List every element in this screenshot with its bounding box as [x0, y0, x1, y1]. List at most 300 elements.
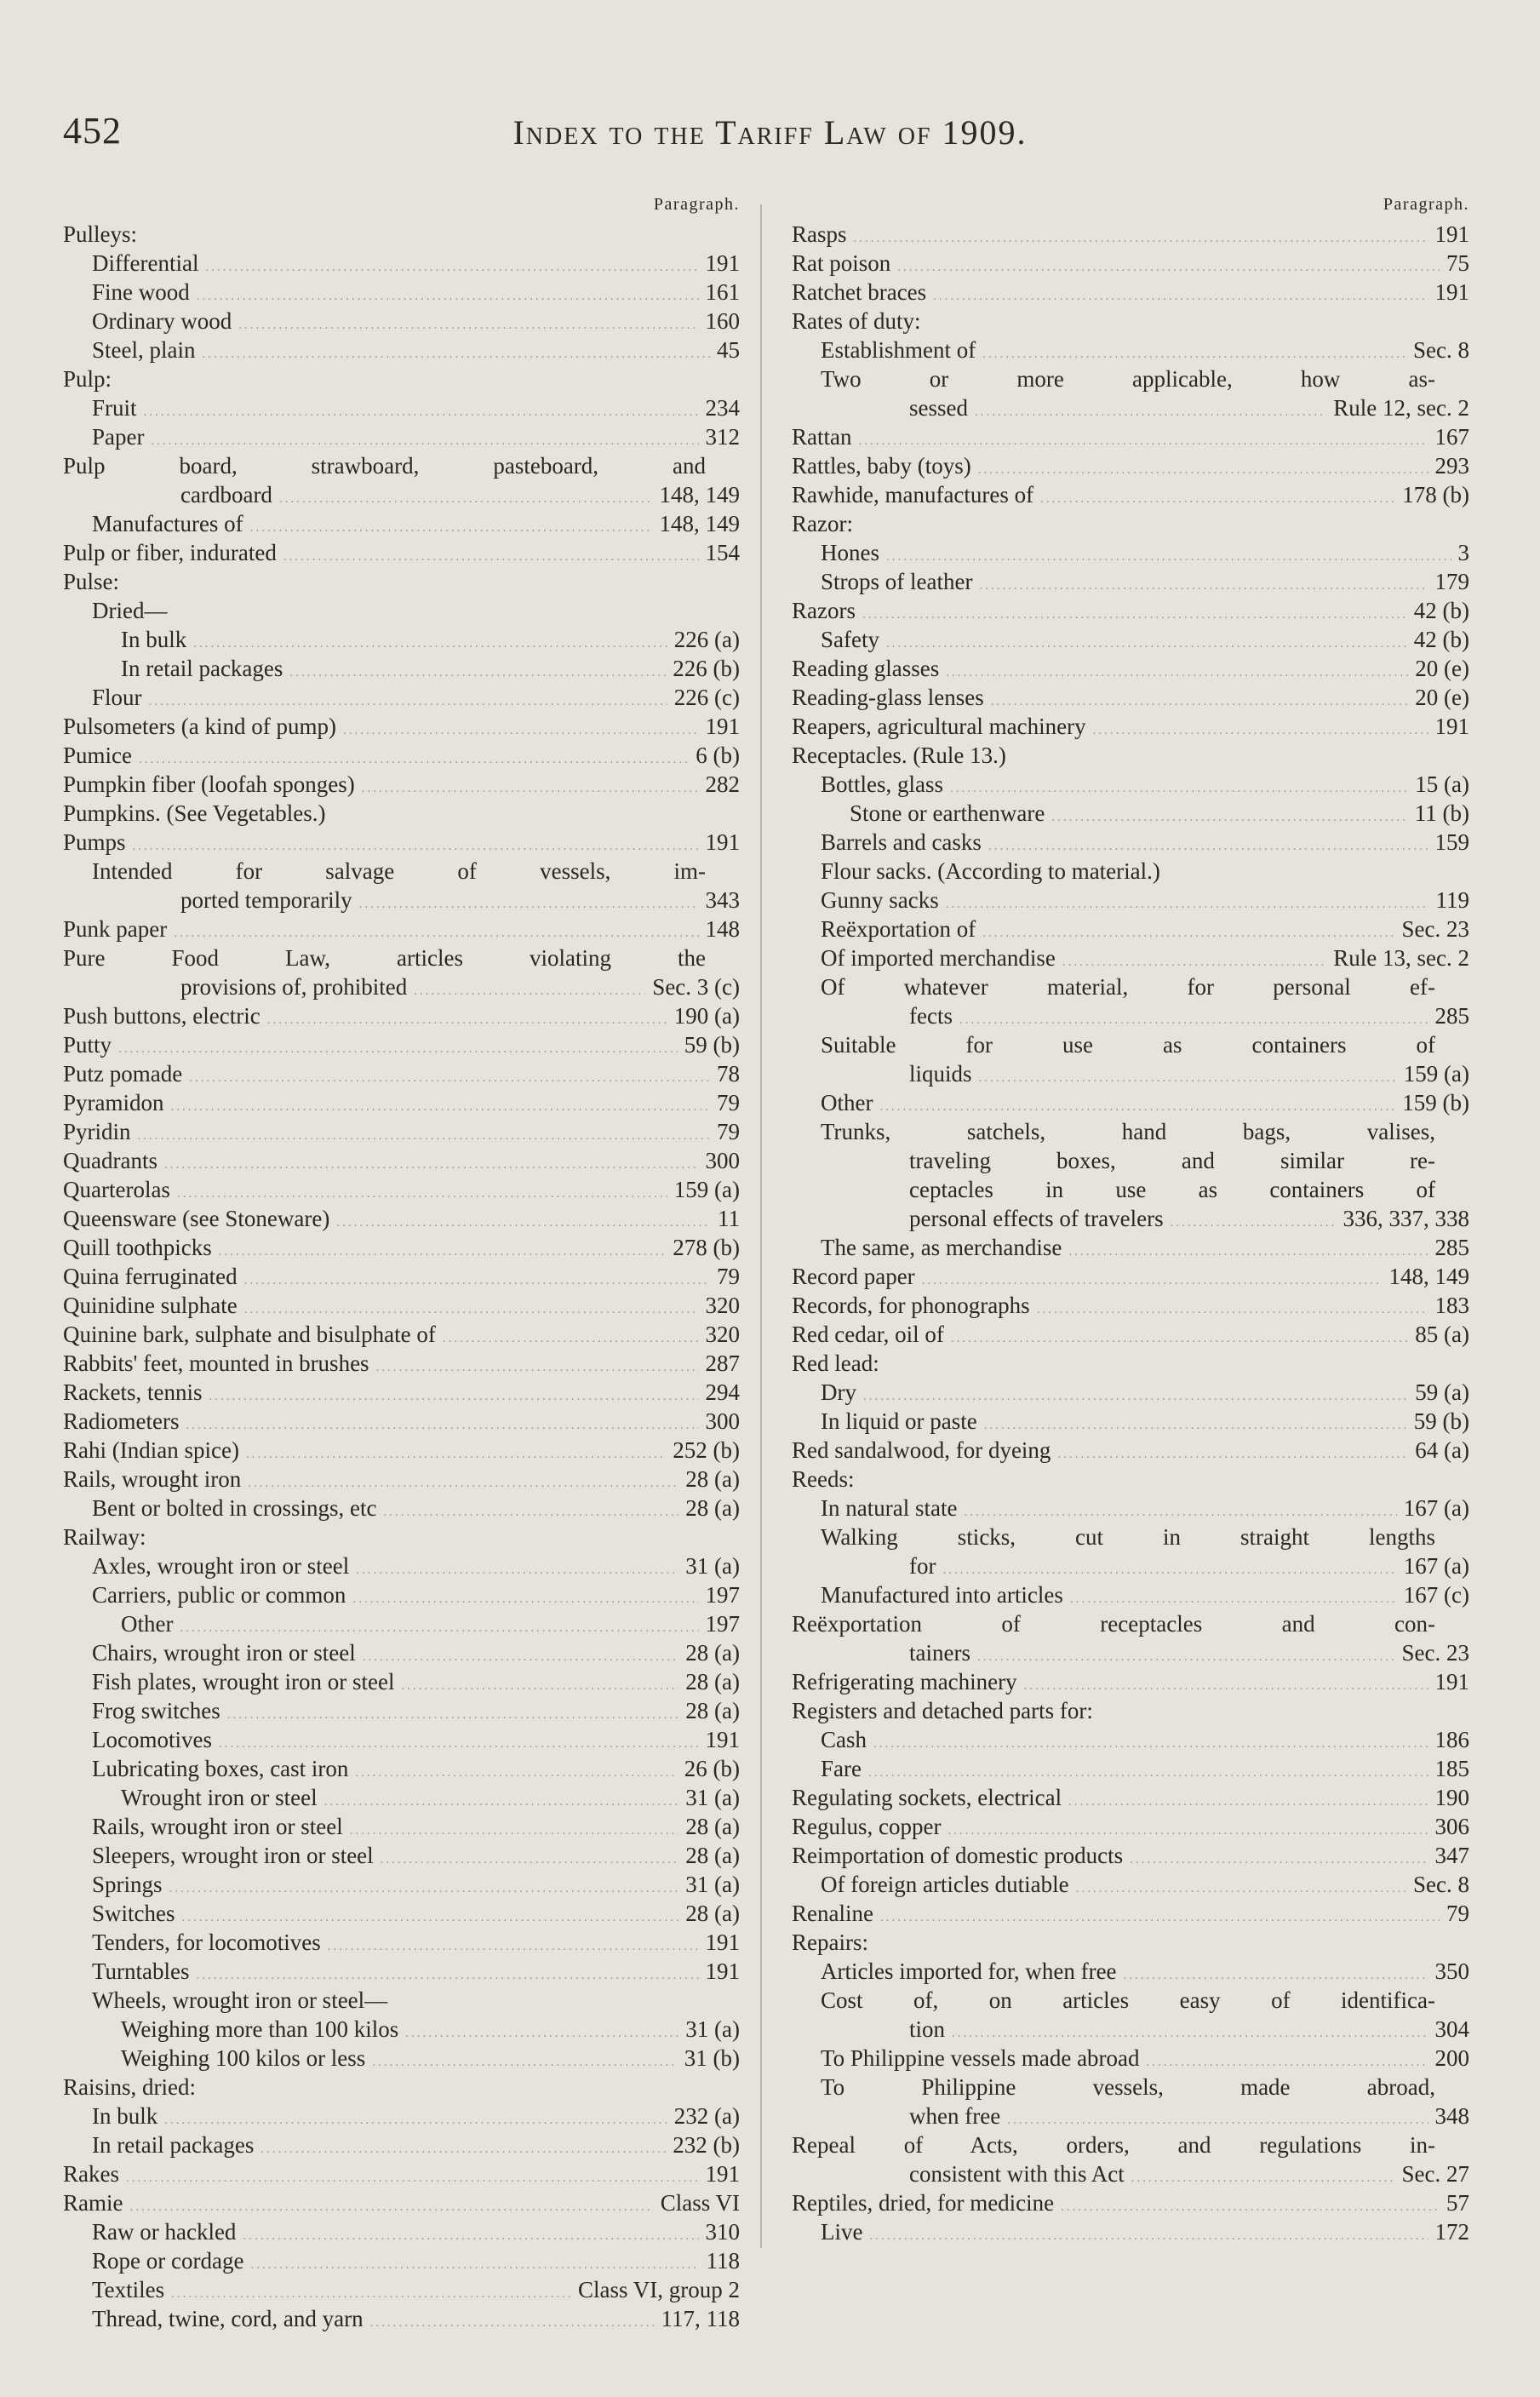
entry-term: The same, as merchandise [821, 1235, 1062, 1260]
dot-leader [244, 1266, 710, 1295]
index-entry [792, 1725, 1469, 1754]
entry-reference: 191 [1434, 1669, 1469, 1695]
index-entry [792, 886, 1469, 915]
entry-reference: 75 [1446, 250, 1469, 276]
index-entry [63, 654, 740, 683]
entry-reference: Rule 12, sec. 2 [1333, 395, 1469, 421]
entry-term: In bulk [121, 627, 187, 652]
index-entry [792, 1551, 1469, 1580]
index-entry [63, 1580, 740, 1609]
index-entry [792, 278, 1469, 307]
entry-reference: 119 [1435, 887, 1469, 913]
entry-term: Record paper [792, 1264, 915, 1289]
dot-leader [977, 1643, 1395, 1672]
entry-term: fects [909, 1003, 953, 1029]
entry-reference: 160 [705, 308, 740, 334]
dot-leader [1171, 1208, 1337, 1237]
dot-leader [359, 890, 699, 919]
entry-reference: 226 (b) [673, 656, 740, 681]
entry-term: Quill toothpicks [63, 1235, 212, 1260]
index-entry [792, 220, 1469, 249]
index-entry [63, 1638, 740, 1667]
index-entry [792, 1870, 1469, 1899]
dot-leader [1076, 1874, 1406, 1903]
entry-term: Red sandalwood, for dyeing [792, 1437, 1051, 1463]
index-entry [792, 1117, 1469, 1146]
entry-term: Cash [821, 1727, 867, 1752]
entry-reference: 172 [1434, 2219, 1469, 2245]
dot-leader [362, 774, 699, 803]
dot-leader [164, 1150, 699, 1179]
entry-term: Reading-glass lenses [792, 685, 984, 710]
entry-term: Pumice [63, 743, 132, 768]
page-number: 452 [63, 110, 122, 152]
entry-term: Quadrants [63, 1148, 157, 1173]
index-entry [63, 886, 740, 915]
entry-term: when free [909, 2103, 1001, 2129]
dot-leader [144, 398, 699, 427]
index-entry [792, 915, 1469, 943]
index-entry [63, 2073, 740, 2102]
dot-leader [1130, 1845, 1428, 1874]
dot-leader [886, 629, 1407, 658]
entry-term: Flour sacks. (According to material.) [821, 858, 1160, 884]
entry-term: Steel, plain [92, 337, 196, 363]
entry-term: Bent or bolted in crossings, etc [92, 1495, 377, 1521]
entry-reference: 57 [1446, 2190, 1469, 2216]
index-entry [63, 1812, 740, 1841]
entry-term: Two or more applicable, how as- [821, 366, 1435, 392]
entry-reference: 191 [1434, 221, 1469, 247]
entry-term: In bulk [92, 2103, 158, 2129]
dot-leader [1051, 803, 1407, 832]
dot-leader [873, 1729, 1428, 1758]
entry-term: Pumpkin fiber (loofah sponges) [63, 771, 355, 797]
dot-leader [381, 1845, 679, 1874]
dot-leader [355, 1758, 677, 1787]
index-entry [63, 625, 740, 654]
entry-term: Raw or hackled [92, 2219, 237, 2245]
entry-reference: 26 (b) [684, 1756, 740, 1781]
entry-reference: 190 (a) [673, 1003, 740, 1029]
dot-leader [227, 1700, 679, 1729]
entry-reference: 28 (a) [685, 1495, 740, 1521]
entry-term: tainers [909, 1640, 970, 1666]
index-entry [63, 1378, 740, 1407]
dot-leader [862, 600, 1407, 629]
index-entry [792, 480, 1469, 509]
index-entry [792, 2015, 1469, 2044]
entry-reference: 234 [705, 395, 740, 421]
entry-reference: 285 [1434, 1003, 1469, 1029]
entry-term: Manufactured into articles [821, 1582, 1063, 1608]
entry-term: Other [121, 1611, 174, 1637]
entry-reference: 11 (b) [1414, 800, 1469, 826]
dot-leader [246, 1440, 666, 1469]
entry-reference: 31 (a) [685, 1553, 740, 1579]
entry-term: Of imported merchandise [821, 945, 1056, 971]
index-entry [63, 451, 740, 480]
entry-reference: Sec. 23 [1401, 1640, 1469, 1666]
index-entry [63, 770, 740, 799]
dot-leader [1040, 485, 1395, 513]
entry-term: In natural state [821, 1495, 958, 1521]
index-entry [63, 2217, 740, 2246]
entry-term: Quina ferruginated [63, 1264, 238, 1289]
entry-term: Razors [792, 598, 856, 623]
entry-term: Pulleys: [63, 221, 138, 247]
entry-term: Reëxportation of receptacles and con- [792, 1611, 1435, 1637]
entry-term: Paper [92, 424, 145, 450]
dot-leader [336, 1208, 711, 1237]
index-entry [792, 1262, 1469, 1291]
index-entry [63, 307, 740, 335]
index-entry [792, 1349, 1469, 1378]
index-entry [63, 972, 740, 1001]
index-entry [63, 857, 740, 886]
entry-term: cardboard [180, 482, 272, 507]
entry-reference: 191 [705, 1930, 740, 1955]
entry-term: Railway: [63, 1524, 146, 1550]
index-entry [63, 1522, 740, 1551]
dot-leader [328, 1932, 699, 1961]
dot-leader [1061, 2193, 1440, 2222]
entry-reference: 42 (b) [1413, 627, 1469, 652]
entry-reference: 15 (a) [1415, 771, 1469, 797]
entry-reference: 167 (a) [1403, 1553, 1469, 1579]
entry-reference: 154 [705, 540, 740, 565]
entry-term: consistent with this Act [909, 2161, 1125, 2187]
entry-reference: 159 (a) [1403, 1061, 1469, 1087]
dot-leader [975, 398, 1326, 427]
index-entry [792, 741, 1469, 770]
dot-leader [202, 340, 710, 369]
dot-leader [979, 1064, 1397, 1092]
index-entry [63, 828, 740, 857]
index-entry [63, 1841, 740, 1870]
index-entry [792, 770, 1469, 799]
index-entry [63, 2015, 740, 2044]
entry-reference: 161 [705, 279, 740, 305]
entry-reference: 167 (a) [1403, 1495, 1469, 1521]
entry-term: Manufactures of [92, 511, 243, 536]
index-entry [63, 1436, 740, 1465]
entry-reference: 59 (b) [1413, 1408, 1469, 1434]
entry-term: In retail packages [121, 656, 283, 681]
entry-term: Renaline [792, 1901, 873, 1926]
entry-term: Pyramidon [63, 1090, 164, 1115]
entry-reference: 300 [705, 1408, 740, 1434]
index-entry [792, 1088, 1469, 1117]
index-entry [792, 538, 1469, 567]
entry-term: Quinidine sulphate [63, 1293, 238, 1318]
index-entry [792, 567, 1469, 596]
entry-reference: Sec. 8 [1413, 1872, 1469, 1897]
index-entry [792, 1030, 1469, 1059]
index-entry [792, 1175, 1469, 1204]
dot-leader [372, 2048, 677, 2077]
entry-term: Radiometers [63, 1408, 180, 1434]
entry-reference: 148 [705, 916, 740, 942]
entry-reference: 79 [717, 1264, 740, 1289]
index-entry [792, 1059, 1469, 1088]
index-entry [63, 335, 740, 364]
entry-term: Ramie [63, 2190, 123, 2216]
entry-reference: 28 (a) [685, 1843, 740, 1868]
index-entry [63, 278, 740, 307]
entry-term: Turntables [92, 1958, 190, 1984]
entry-term: Rails, wrought iron [63, 1466, 242, 1492]
index-entry [792, 1522, 1469, 1551]
entry-reference: 191 [705, 250, 740, 276]
index-entry [63, 2246, 740, 2275]
index-entry [792, 2217, 1469, 2246]
index-entry [792, 2073, 1469, 2102]
dot-leader [1057, 1440, 1408, 1469]
index-entry [792, 1812, 1469, 1841]
dot-leader [243, 2222, 698, 2251]
dot-leader [933, 282, 1428, 311]
index-entry [63, 2188, 740, 2217]
entry-term: Locomotives [92, 1727, 212, 1752]
entry-reference: 28 (a) [685, 1466, 740, 1492]
entry-term: Regulating sockets, electrical [792, 1785, 1062, 1810]
entry-term: Pyridin [63, 1119, 131, 1144]
entry-term: Dried— [92, 598, 168, 623]
entry-reference: 300 [705, 1148, 740, 1173]
dot-leader [209, 1382, 698, 1411]
entry-reference: 28 (a) [685, 1814, 740, 1839]
index-entry [63, 1696, 740, 1725]
entry-reference: 178 (b) [1402, 482, 1469, 507]
index-entry [792, 364, 1469, 393]
entry-reference: 226 (a) [673, 627, 740, 652]
entry-reference: 343 [705, 887, 740, 913]
entry-reference: 159 [1434, 829, 1469, 855]
entry-reference: 304 [1434, 2016, 1469, 2042]
dot-leader [854, 224, 1428, 253]
entry-reference: 320 [705, 1293, 740, 1318]
index-entry [63, 1320, 740, 1349]
entry-term: Hones [821, 540, 879, 565]
dot-leader [324, 1787, 679, 1816]
index-entry [63, 1204, 740, 1233]
index-entry [792, 1291, 1469, 1320]
entry-term: Red cedar, oil of [792, 1322, 944, 1347]
index-entry [63, 567, 740, 596]
entry-term: Differential [92, 250, 199, 276]
entry-reference: 179 [1434, 569, 1469, 594]
entry-term: Rope or cordage [92, 2248, 244, 2274]
entry-term: Trunks, satchels, hand bags, valises, [821, 1119, 1435, 1144]
entry-term: Records, for phonographs [792, 1293, 1030, 1318]
index-entry [792, 1320, 1469, 1349]
index-entry [63, 1001, 740, 1030]
index-entry [63, 1407, 740, 1436]
entry-term: Dry [821, 1379, 856, 1405]
dot-leader [869, 2222, 1428, 2251]
entry-reference: 347 [1434, 1843, 1469, 1868]
entry-reference: Sec. 8 [1413, 337, 1469, 363]
dot-leader [219, 1237, 667, 1266]
index-entry [63, 1349, 740, 1378]
dot-leader [946, 658, 1408, 687]
entry-term: Rahi (Indian spice) [63, 1437, 239, 1463]
entry-term: Reapers, agricultural machinery [792, 714, 1086, 739]
entry-term: To Philippine vessels, made abroad, [821, 2074, 1435, 2100]
entry-reference: 282 [705, 771, 740, 797]
dot-leader [1093, 716, 1428, 745]
entry-term: Reimportation of domestic products [792, 1843, 1124, 1868]
index-entry [63, 712, 740, 741]
dot-leader [405, 2019, 678, 2048]
entry-term: In retail packages [92, 2132, 255, 2158]
entry-reference: 232 (a) [673, 2103, 740, 2129]
index-entries-left [63, 220, 740, 2333]
index-entry [792, 509, 1469, 538]
entry-reference: 294 [705, 1379, 740, 1405]
index-entry [792, 1783, 1469, 1812]
entry-reference: 226 (c) [673, 685, 740, 710]
index-entry [792, 799, 1469, 828]
entry-term: traveling boxes, and similar re- [909, 1148, 1435, 1173]
index-entry [63, 1059, 740, 1088]
dot-leader [169, 1874, 679, 1903]
entry-reference: 191 [705, 1727, 740, 1752]
index-entry [792, 2102, 1469, 2130]
dot-leader [260, 2135, 666, 2164]
dot-leader [350, 1816, 679, 1845]
index-entry [792, 943, 1469, 972]
index-entry [63, 1262, 740, 1291]
entry-reference: 167 (c) [1403, 1582, 1469, 1608]
entry-term: Quarterolas [63, 1177, 170, 1202]
index-entry [792, 335, 1469, 364]
index-entry [792, 625, 1469, 654]
entry-reference: 31 (b) [684, 2045, 740, 2071]
index-entry [63, 538, 740, 567]
entry-term: Axles, wrought iron or steel [92, 1553, 350, 1579]
entry-reference: 148, 149 [1388, 1264, 1469, 1289]
index-entry [792, 2188, 1469, 2217]
entry-reference: 11 [718, 1206, 740, 1231]
running-head: Index to the Tariff Law of 1909. [512, 113, 1028, 152]
entry-term: Live [821, 2219, 863, 2245]
dot-leader [1131, 2164, 1395, 2193]
entry-term: Rakes [63, 2161, 119, 2187]
dot-leader [279, 485, 653, 513]
entry-term: Refrigerating machinery [792, 1669, 1017, 1695]
entry-reference: Class VI [660, 2190, 740, 2216]
index-entry [63, 364, 740, 393]
index-entry [792, 1494, 1469, 1522]
entry-reference: 348 [1434, 2103, 1469, 2129]
entry-term: Strops of leather [821, 569, 973, 594]
column-divider [760, 204, 762, 2248]
entry-term: Springs [92, 1872, 163, 1897]
entry-term: Fruit [92, 395, 137, 421]
entry-reference: 31 (a) [685, 1785, 740, 1810]
entry-reference: 278 (b) [673, 1235, 740, 1260]
entry-term: Establishment of [821, 337, 976, 363]
dot-leader [979, 571, 1428, 600]
page-header [0, 109, 1540, 160]
index-column-right [792, 189, 1469, 2246]
dot-leader [1037, 1295, 1428, 1324]
entry-reference: 293 [1434, 453, 1469, 479]
entry-term: Intended for salvage of vessels, im- [92, 858, 706, 884]
entry-reference: 167 [1434, 424, 1469, 450]
entry-term: Switches [92, 1901, 175, 1926]
index-entry [792, 1957, 1469, 1986]
entry-term: Pure Food Law, articles violating the [63, 945, 706, 971]
entry-term: Fish plates, wrought iron or steel [92, 1669, 395, 1695]
dot-leader [414, 977, 645, 1006]
entry-term: Queensware (see Stoneware) [63, 1206, 330, 1231]
index-entry [792, 307, 1469, 335]
index-entry [63, 1088, 740, 1117]
entry-reference: 191 [1434, 714, 1469, 739]
entry-term: Reptiles, dried, for medicine [792, 2190, 1055, 2216]
entry-term: Rackets, tennis [63, 1379, 203, 1405]
index-entry [63, 1494, 740, 1522]
index-entry [792, 1696, 1469, 1725]
dot-leader [118, 1035, 678, 1064]
dot-leader [1068, 1787, 1428, 1816]
entry-term: Red lead: [792, 1350, 879, 1376]
index-entry [63, 1609, 740, 1638]
entry-term: tion [909, 2016, 946, 2042]
entry-term: Putz pomade [63, 1061, 183, 1087]
dot-leader [897, 253, 1440, 282]
index-entry [63, 1957, 740, 1986]
index-entry [63, 2130, 740, 2159]
dot-leader [401, 1672, 678, 1700]
entry-term: Rails, wrought iron or steel [92, 1814, 343, 1839]
entry-term: Textiles [92, 2277, 165, 2302]
entry-reference: 148, 149 [659, 511, 740, 536]
index-entry [63, 2275, 740, 2304]
entry-term: Push buttons, electric [63, 1003, 260, 1029]
dot-leader [267, 1006, 667, 1035]
entry-term: Repairs: [792, 1930, 868, 1955]
index-entry [63, 2044, 740, 2073]
entry-reference: 28 (a) [685, 1669, 740, 1695]
dot-leader [126, 2164, 699, 2193]
index-entry [63, 683, 740, 712]
entry-term: Tenders, for locomotives [92, 1930, 321, 1955]
index-entry [792, 857, 1469, 886]
index-entry [63, 1899, 740, 1928]
entry-term: Chairs, wrought iron or steel [92, 1640, 356, 1666]
index-entry [792, 1146, 1469, 1175]
entry-reference: 200 [1434, 2045, 1469, 2071]
entry-term: Bottles, glass [821, 771, 944, 797]
entry-reference: 28 (a) [685, 1640, 740, 1666]
index-entry [63, 220, 740, 249]
entry-reference: 191 [705, 714, 740, 739]
dot-leader [283, 542, 699, 571]
entry-term: Rattan [792, 424, 852, 450]
entry-term: Pulp: [63, 366, 112, 392]
entry-term: Pulp or fiber, indurated [63, 540, 277, 565]
entry-term: Rasps [792, 221, 847, 247]
index-entry [792, 1001, 1469, 1030]
entry-term: Razor: [792, 511, 853, 536]
entry-term: Of whatever material, for personal ef- [821, 974, 1435, 1000]
entry-reference: 79 [717, 1119, 740, 1144]
index-entry [63, 943, 740, 972]
